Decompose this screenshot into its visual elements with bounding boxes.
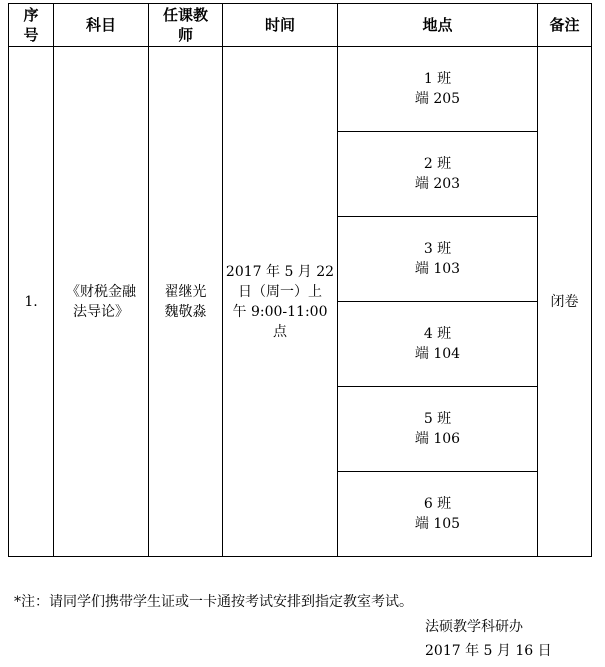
- footer-note: *注：请同学们携带学生证或一卡通按考试安排到指定教室考试。: [14, 594, 413, 610]
- cell-location: 4 班 端 104: [338, 302, 538, 387]
- header-remark: 备注: [538, 4, 592, 47]
- table-row: [9, 47, 592, 132]
- issue-date: 2017 年 5 月 16 日: [425, 643, 552, 659]
- header-time: 时间: [223, 4, 338, 47]
- cell-remark: 闭卷: [538, 47, 592, 557]
- exam-schedule-table: [8, 3, 592, 557]
- header-index: 序 号: [9, 4, 54, 47]
- header-subject: 科目: [54, 4, 149, 47]
- cell-index: 1.: [9, 47, 54, 557]
- cell-location: 3 班 端 103: [338, 217, 538, 302]
- cell-subject: 《财税金融 法导论》: [54, 47, 149, 557]
- cell-location: 5 班 端 106: [338, 387, 538, 472]
- cell-location: 1 班 端 205: [338, 47, 538, 132]
- header-teacher: 任课教 师: [149, 4, 223, 47]
- cell-teacher: 翟继光 魏敬淼: [149, 47, 223, 557]
- cell-location: 2 班 端 203: [338, 132, 538, 217]
- cell-location: 6 班 端 105: [338, 472, 538, 557]
- issuing-department: 法硕教学科研办: [425, 619, 523, 635]
- header-location: 地点: [338, 4, 538, 47]
- cell-time: 2017 年 5 月 22 日（周一）上 午 9:00-11:00 点: [223, 47, 338, 557]
- table-header-row: [9, 4, 592, 47]
